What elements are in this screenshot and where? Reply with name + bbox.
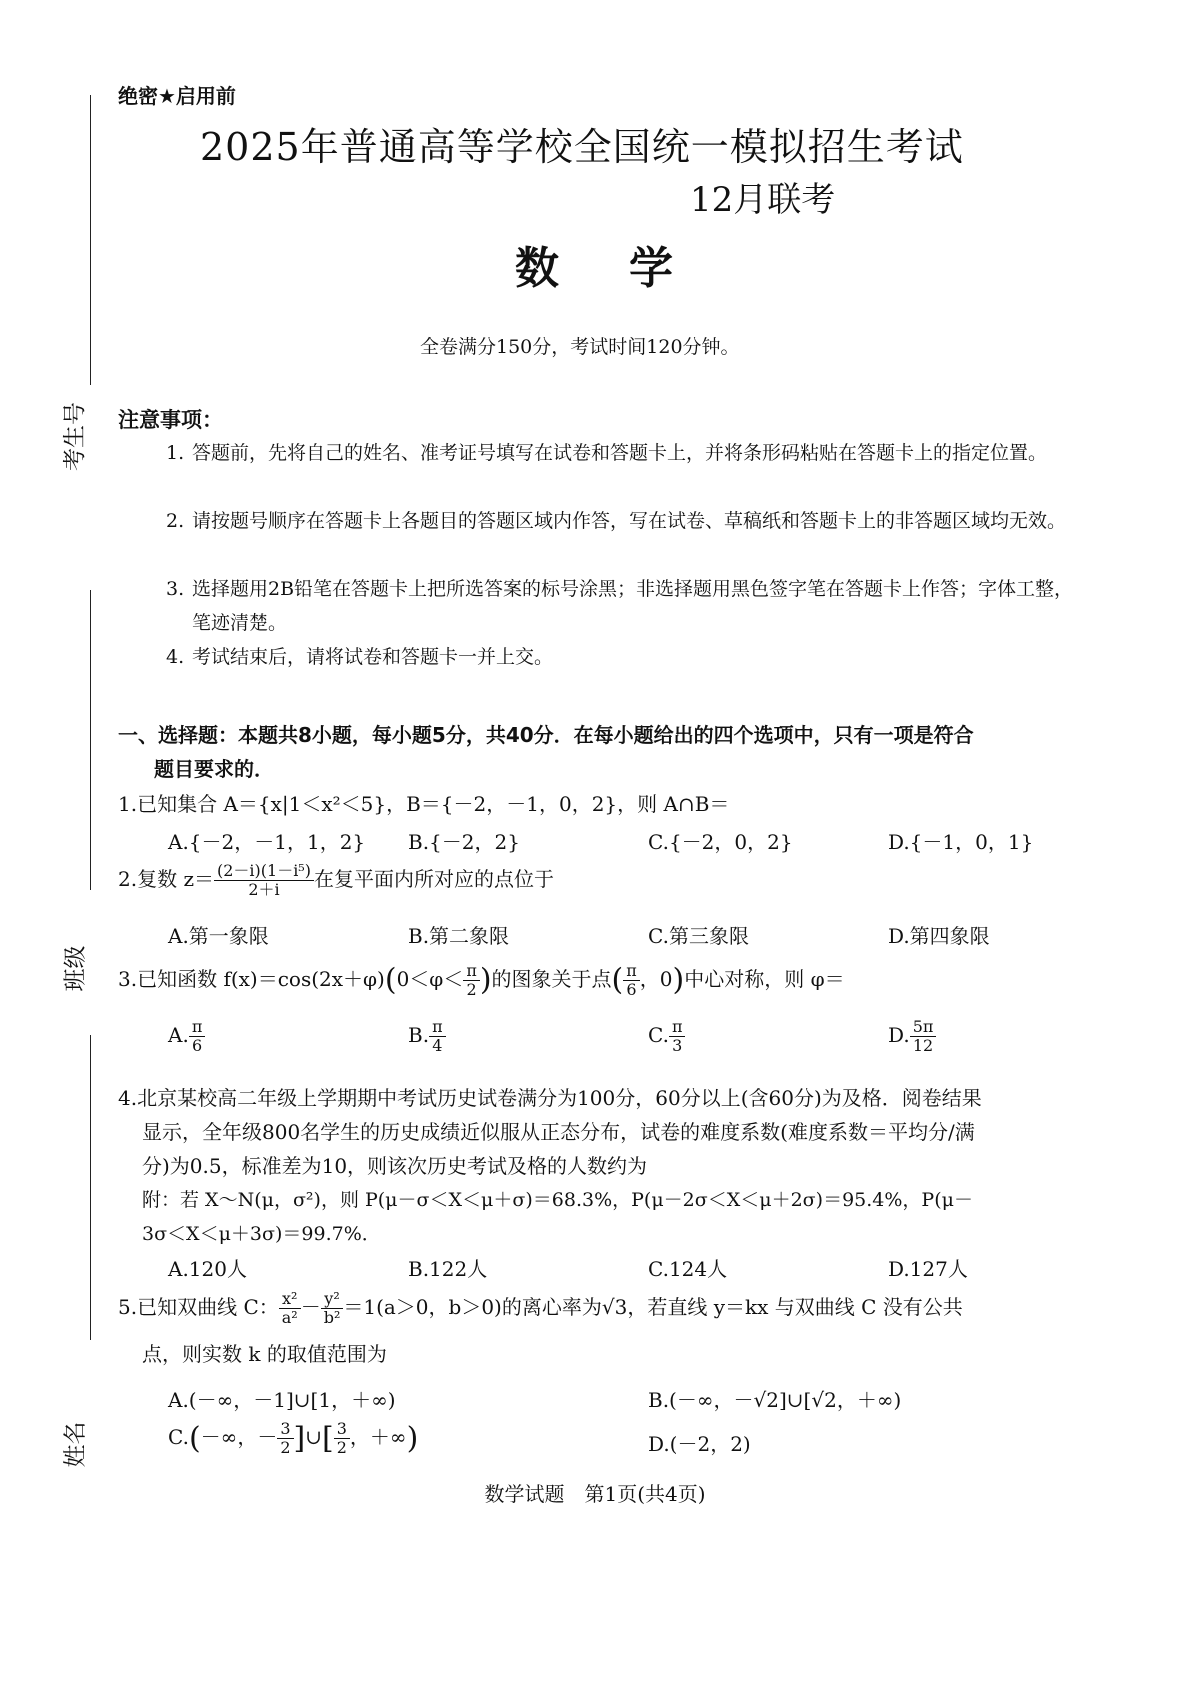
q3-point-left: ( <box>611 962 624 998</box>
class-label: 班级 <box>62 945 89 992</box>
option-b: B.122人 <box>408 1257 488 1281</box>
question-2 <box>118 862 1088 899</box>
q3-prefix: 3.已知函数 f(x)＝cos(2x＋φ) <box>118 967 385 991</box>
q3-point-fraction <box>623 962 640 999</box>
q2-fraction <box>214 862 314 899</box>
option-den: 2 <box>280 1438 291 1457</box>
q5-minus: － <box>300 1295 321 1319</box>
option-num: π <box>429 1018 446 1037</box>
option-fraction <box>910 1018 937 1055</box>
question-1: 1.已知集合 A＝{x|1＜x²＜5}，B＝{－2，－1，0，2}，则 A∩B＝ <box>118 792 730 816</box>
q4-line-2: 显示，全年级800名学生的历史成绩近似服从正态分布，试卷的难度系数(难度系数＝平均分/满 <box>142 1120 975 1144</box>
notice-item <box>168 640 1083 674</box>
union-symbol: ∪ <box>305 1425 323 1449</box>
q4-line-5: 3σ＜X＜μ＋3σ)＝99.7%． <box>142 1223 381 1245</box>
option-d <box>888 1018 936 1055</box>
option-den: 12 <box>912 1036 934 1055</box>
option-b: B.(－∞，－√2]∪[√2，＋∞) <box>648 1388 902 1412</box>
q3-middle: 的图象关于点 <box>491 967 612 991</box>
q5-x2: x² <box>279 1290 301 1309</box>
option-a: A.120人 <box>168 1257 247 1281</box>
option-c-part-a: －∞，－ <box>200 1425 278 1449</box>
q2-numerator: (2－i)(1－i⁵) <box>214 862 314 881</box>
exam-meta: 全卷满分150分，考试时间120分钟。 <box>420 336 740 358</box>
notice-item <box>168 436 1083 470</box>
q4-line-4: 附：若 X～N(μ，σ²)，则 P(μ－σ＜X＜μ＋σ)＝68.3%，P(μ－2σ＜X＜μ＋2σ)＝95.4%，P(μ－ <box>142 1189 973 1211</box>
exam-subtitle: 12月联考 <box>690 180 836 220</box>
q5-a2: a² <box>281 1308 298 1327</box>
option-label: A. <box>168 1023 189 1047</box>
question-3 <box>118 962 1088 999</box>
option-fraction <box>189 1018 206 1055</box>
option-den: 2 <box>336 1438 347 1457</box>
option-b: B.{－2，2} <box>408 830 520 854</box>
option-c: C.第三象限 <box>648 924 749 948</box>
exam-title: 2025年普通高等学校全国统一模拟招生考试 <box>200 125 964 169</box>
binding-line-top <box>90 95 91 385</box>
section-line-1: 一、选择题：本题共8小题，每小题5分，共40分．在每小题给出的四个选项中，只有一项是符合 <box>118 723 974 747</box>
question-5 <box>118 1290 1088 1371</box>
option-b: B.第二象限 <box>408 924 510 948</box>
option-num: π <box>669 1018 686 1037</box>
option-num: π <box>189 1018 206 1037</box>
q5-y-fraction <box>321 1290 344 1327</box>
name-label: 姓名 <box>62 1421 89 1468</box>
notice-text: 选择题用2B铅笔在答题卡上把所选答案的标号涂黑；非选择题用黑色签字笔在答题卡上作答；字体工整，笔迹清楚。 <box>192 578 1074 634</box>
section-heading <box>118 718 1083 786</box>
option-a: A.第一象限 <box>168 924 269 948</box>
option-label: B. <box>408 1023 430 1047</box>
option-d: D.{－1，0，1} <box>888 830 1034 854</box>
q5-line-2: 点，则实数 k 的取值范围为 <box>142 1342 387 1366</box>
option-d: D.(－2，2) <box>648 1432 751 1456</box>
notice-text: 考试结束后，请将试卷和答题卡一并上交。 <box>192 646 554 668</box>
option-fraction <box>429 1018 446 1055</box>
q3-point-right: ) <box>672 962 685 998</box>
q3-two: 2 <box>466 980 477 999</box>
question-4 <box>118 1081 1088 1251</box>
q5-b2: b² <box>323 1308 341 1327</box>
option-num: 3 <box>334 1420 350 1439</box>
option-den: 6 <box>191 1036 203 1055</box>
option-den: 3 <box>672 1036 683 1055</box>
option-a <box>168 1018 205 1055</box>
notice-item <box>168 572 1083 640</box>
paren-left: ( <box>188 1421 201 1456</box>
notice-item <box>168 504 1083 538</box>
notice-text: 请按题号顺序在答题卡上各题目的答题区域内作答，写在试卷、草稿纸和答题卡上的非答题区域均无效。 <box>192 510 1067 532</box>
option-c <box>168 1420 418 1457</box>
q5-prefix: 5.已知双曲线 C： <box>118 1295 279 1319</box>
q2-prefix: 2.复数 z＝ <box>118 867 214 891</box>
option-label: C. <box>168 1425 189 1449</box>
paren-right: ) <box>406 1421 419 1456</box>
q3-cond-left: 0＜φ＜ <box>396 967 464 991</box>
notice-num: 1. <box>166 442 185 464</box>
q4-line-1: 4.北京某校高二年级上学期期中考试历史试卷满分为100分，60分以上(含60分)为及格．阅卷结果 <box>118 1086 982 1110</box>
option-num: 5π <box>910 1018 937 1037</box>
option-num: 3 <box>277 1420 293 1439</box>
q5-x-fraction <box>279 1290 301 1327</box>
notice-heading: 注意事项： <box>118 408 223 432</box>
notice-num: 4. <box>166 646 185 668</box>
section-line-2: 题目要求的． <box>154 757 274 781</box>
option-c: C.124人 <box>648 1257 728 1281</box>
option-label: D. <box>888 1023 910 1047</box>
notice-num: 2. <box>166 510 185 532</box>
q3-pi: π <box>463 962 480 981</box>
option-c <box>648 1018 685 1055</box>
bracket-left: [ <box>322 1421 334 1456</box>
bracket-right: ] <box>293 1421 306 1456</box>
q3-paren-left: ( <box>384 962 397 998</box>
option-label: C. <box>648 1023 669 1047</box>
notice-num: 3. <box>166 578 185 600</box>
page-footer: 数学试题 第1页(共4页) <box>484 1482 706 1506</box>
option-c-part-b: ，＋∞ <box>349 1425 407 1449</box>
binding-line-bottom <box>90 1035 91 1340</box>
option-d: D.127人 <box>888 1257 968 1281</box>
option-d: D.第四象限 <box>888 924 990 948</box>
option-fraction <box>669 1018 686 1055</box>
q4-line-3: 分)为0.5，标准差为10，则该次历史考试及格的人数约为 <box>142 1154 648 1178</box>
option-den: 4 <box>432 1036 443 1055</box>
option-a: A.{－2，－1，1，2} <box>168 830 366 854</box>
confidential-label: 绝密★启用前 <box>118 84 236 108</box>
option-c-fraction-2 <box>334 1420 350 1457</box>
subject-title: 数学 <box>515 243 743 294</box>
exam-number-label: 考生号 <box>62 402 88 471</box>
q3-six: 6 <box>626 980 637 999</box>
option-c: C.{－2，0，2} <box>648 830 793 854</box>
q3-paren-right: ) <box>479 962 492 998</box>
q2-suffix: 在复平面内所对应的点位于 <box>313 867 554 891</box>
option-b <box>408 1018 446 1055</box>
q2-denominator: 2＋i <box>248 880 280 899</box>
notice-text: 答题前，先将自己的姓名、准考证号填写在试卷和答题卡上，并将条形码粘贴在答题卡上的指定位置。 <box>192 442 1048 464</box>
q3-point-tail: ，0 <box>639 967 673 991</box>
q3-cond-fraction <box>463 962 480 999</box>
q3-suffix: 中心对称，则 φ＝ <box>684 967 845 991</box>
q5-y2: y² <box>321 1290 344 1309</box>
binding-line-mid <box>90 590 91 890</box>
option-a: A.(－∞，－1]∪[1，＋∞) <box>168 1388 396 1412</box>
q3-point-pi: π <box>623 962 640 981</box>
option-c-fraction-1 <box>277 1420 293 1457</box>
q5-suffix: ＝1(a＞0，b＞0)的离心率为√3，若直线 y＝kx 与双曲线 C 没有公共 <box>343 1295 963 1319</box>
